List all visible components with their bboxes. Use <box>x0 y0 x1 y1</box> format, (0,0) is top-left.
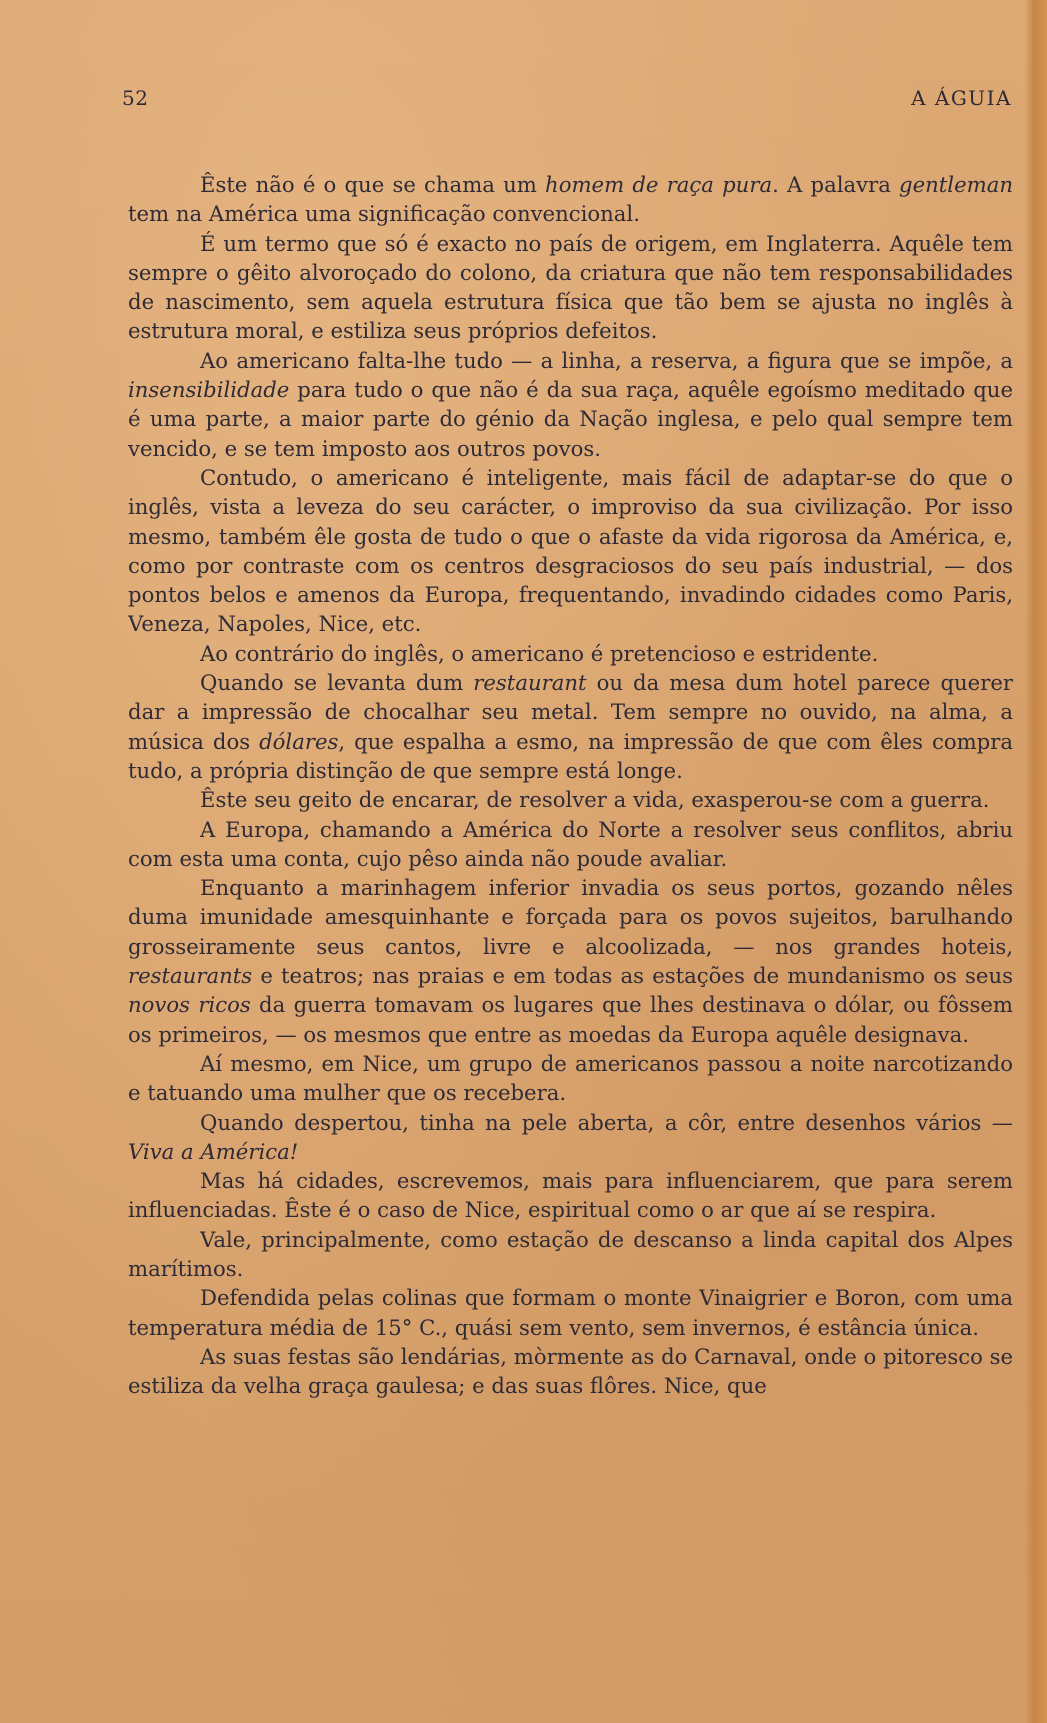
paragraph <box>128 815 1013 874</box>
text-run: ou da mesa dum hotel parece querer dar a impressão de chocalhar seu metal. Tem sempre no ouvido, na alma, a música dos <box>128 670 1013 754</box>
italic-text: insensibilidade <box>128 377 290 403</box>
text-run: para tudo o que não é da sua raça, aquêle egoísmo meditado que é uma parte, a maior parte do génio da Nação inglesa, e pelo qual sempre tem vencido, e se tem imposto aos outros povos. <box>128 377 1013 461</box>
italic-text: Viva a América! <box>128 1138 299 1164</box>
paragraph <box>128 1342 1013 1401</box>
page-number: 52 <box>122 86 149 110</box>
text-run: Contudo, o americano é inteligente, mais fácil de adaptar-se do que o inglês, vista a leveza do seu carácter, o improviso da sua civilização. Por isso mesmo, também êle gosta de tudo o que o afaste da vida rigorosa da América, e, como por contraste com os centros desgraciosos do seu país industrial, — dos pontos belos e amenos da Europa, frequentando, invadindo cidades como Paris, Veneza, Napoles, Nice, etc. <box>128 464 1013 637</box>
text-run: Ao americano falta-lhe tudo — a linha, a reserva, a figura que se impõe, a <box>200 347 1013 373</box>
text-run: Vale, principalmente, como estação de descanso a linda capital dos Alpes marítimos. <box>128 1226 1013 1281</box>
text-run: Êste seu geito de encarar, de resolver a vida, exasperou-se com a guerra. <box>200 787 990 813</box>
text-run: As suas festas são lendárias, mòrmente as do Carnaval, onde o pitoresco se estiliza da velha graça gaulesa; e das suas flôres. Nice, que <box>128 1343 1013 1399</box>
text-run: A Europa, chamando a América do Norte a resolver seus conflitos, abriu com esta uma conta, cujo pêso ainda não poude avaliar. <box>128 816 1013 871</box>
body-text <box>128 170 1013 1400</box>
italic-text: novos ricos <box>128 992 251 1018</box>
running-title: A ÁGUIA <box>911 86 1012 110</box>
text-run: Enquanto a marinhagem inferior invadia os seus portos, gozando nêles duma imunidade amesquinhante e forçada para os povos sujeitos, barulhando grosseiramente seus cantos, livre e alcoolizada, — nos grandes hoteis, <box>128 875 1013 959</box>
italic-text: gentleman <box>899 172 1013 197</box>
paragraph <box>128 170 1013 229</box>
paragraph <box>128 639 1013 668</box>
text-run: Mas há cidades, escrevemos, mais para influenciarem, que para serem influenciadas. Êste é o caso de Nice, espiritual como o ar que aí se respira. <box>128 1168 1013 1223</box>
italic-text: dólares <box>259 728 339 754</box>
text-run: Quando se levanta dum <box>200 670 474 696</box>
text-run: Ao contrário do inglês, o americano é pretencioso e estridente. <box>200 640 879 666</box>
paragraph <box>128 1049 1013 1108</box>
paragraph <box>128 785 1013 814</box>
text-run: Aí mesmo, em Nice, um grupo de americanos passou a noite narcotizando e tatuando uma mulher que os recebera. <box>128 1050 1013 1106</box>
paragraph <box>128 1283 1013 1342</box>
paragraph <box>128 873 1013 1049</box>
page-edge <box>1025 0 1047 1723</box>
italic-text: homem de raça pura <box>545 172 773 197</box>
italic-text: restaurants <box>128 963 253 989</box>
text-run: Quando despertou, tinha na pele aberta, a côr, entre desenhos vários — <box>200 1109 1013 1135</box>
text-run: e teatros; nas praias e em todas as estações de mundanismo os seus <box>252 963 1013 989</box>
text-run: tem na América uma significação convencional. <box>128 201 640 227</box>
text-run: da guerra tomavam os lugares que lhes destinava o dólar, ou fôssem os primeiros, — os mesmos que entre as moedas da Europa aquêle designava. <box>128 992 1013 1047</box>
text-run: . A palavra <box>772 172 900 197</box>
paragraph <box>128 1166 1013 1225</box>
italic-text: restaurant <box>473 670 587 696</box>
page-header <box>122 86 1012 116</box>
text-run: Defendida pelas colinas que formam o monte Vinaigrier e Boron, com uma temperatura média de 15° C., quási sem vento, sem invernos, é estância única. <box>128 1285 1013 1340</box>
paragraph <box>128 1225 1013 1284</box>
paragraph <box>128 1108 1013 1167</box>
paragraph <box>128 346 1013 463</box>
text-run: Êste não é o que se chama um <box>200 172 546 197</box>
paragraph <box>128 463 1013 639</box>
text-run: , que espalha a esmo, na impressão de que com êles compra tudo, a própria distinção de que sempre está longe. <box>128 728 1014 783</box>
paragraph <box>128 668 1013 785</box>
paragraph <box>128 229 1013 346</box>
text-run: É um termo que só é exacto no país de origem, em Inglaterra. Aquêle tem sempre o gêito alvoroçado do colono, da criatura que não tem responsabilidades de nascimento, sem aquela estrutura física que tão bem se ajusta no inglês à estrutura moral, e estiliza seus próprios defeitos. <box>128 230 1013 344</box>
